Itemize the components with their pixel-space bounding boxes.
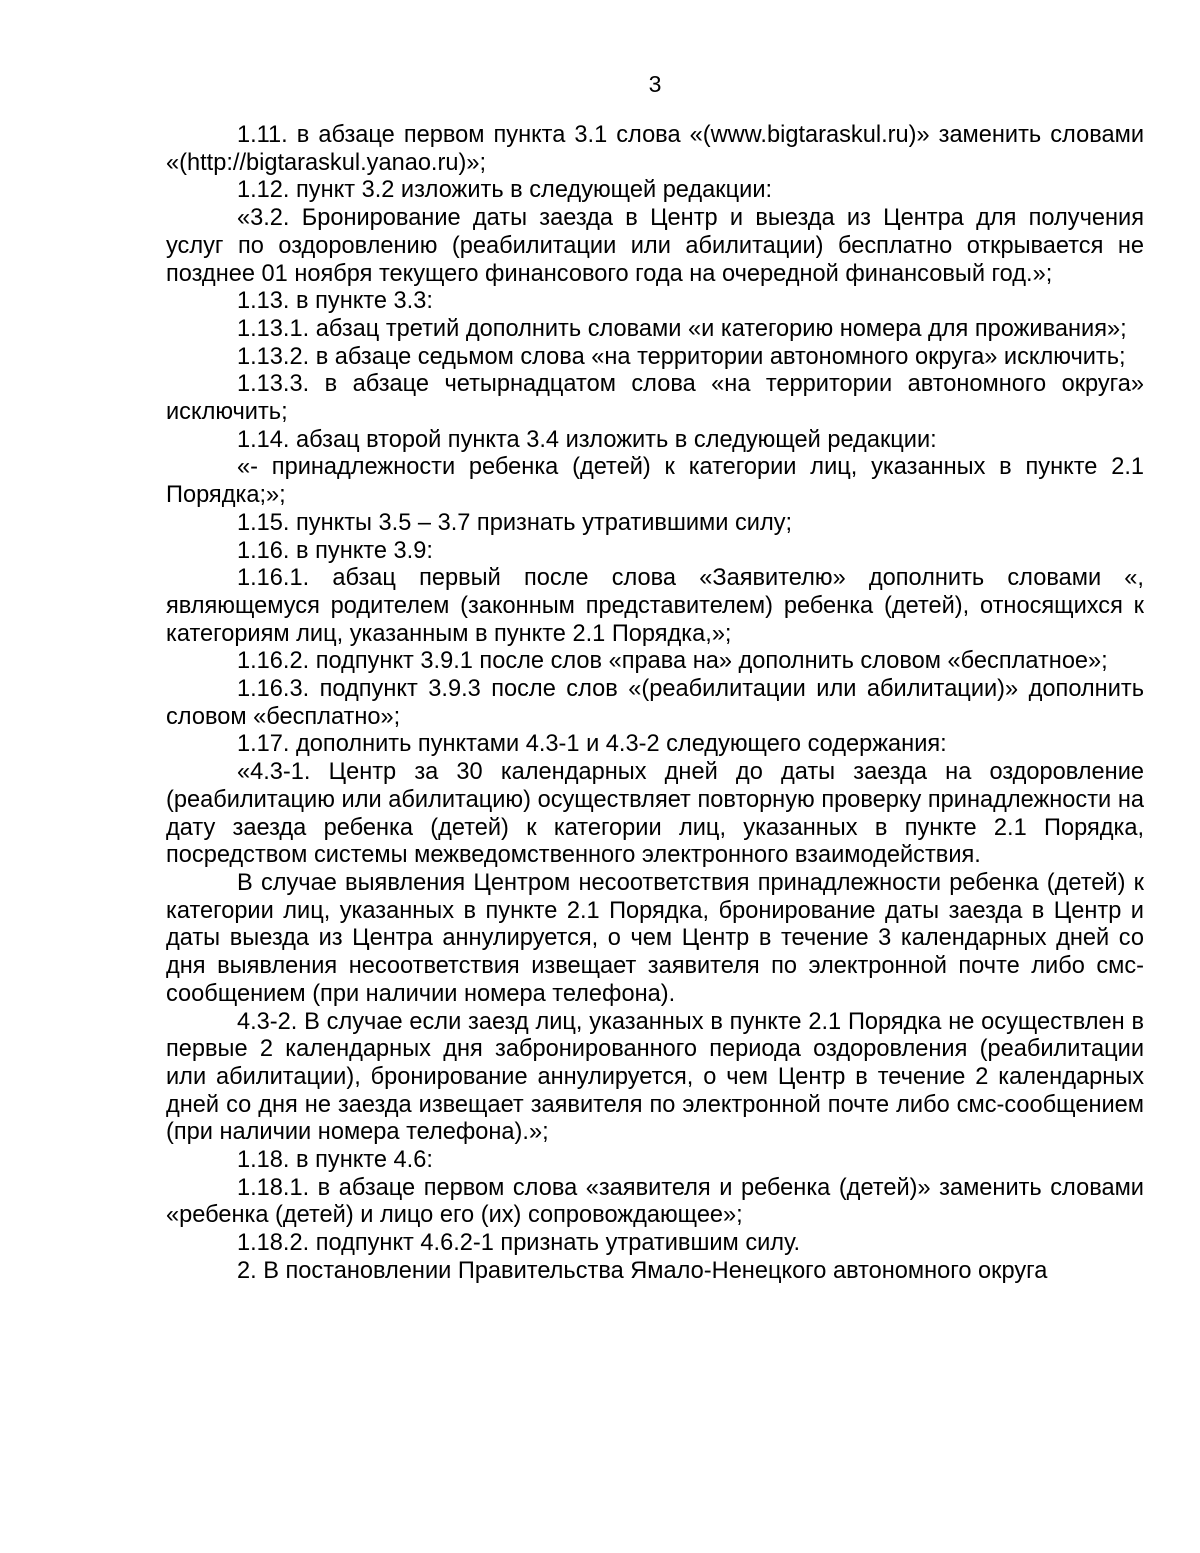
paragraph-4-3-1-continued: В случае выявления Центром несоответствия принадлежности ребенка (детей) к категории лиц, указанных в пункте 2.1 Порядка, бронирование даты заезда в Центр и даты выезда из Центра аннулируется, о чем Центр в течение 3 календарных дней со дня выявления несоответствия извещает заявителя по электронной почте либо смс-сообщением (при наличии номера телефона).	[166, 869, 1144, 1007]
document-body	[166, 122, 1144, 1286]
paragraph-1-13-3: 1.13.3. в абзаце четырнадцатом слова «на территории автономного округа» исключить;	[166, 371, 1144, 426]
paragraph-4-3-2: 4.3-2. В случае если заезд лиц, указанных в пункте 2.1 Порядка не осуществлен в первые 2 календарных дня забронированного периода оздоровления (реабилитации или абилитации), бронирование аннулируется, о чем Центр в течение 2 календарных дней со дня не заезда извещает заявителя по электронной почте либо смс-сообщением (при наличии номера телефона).»;	[166, 1008, 1144, 1146]
paragraph-1-16-3: 1.16.3. подпункт 3.9.3 после слов «(реабилитации или абилитации)» дополнить словом «бесплатно»;	[166, 676, 1144, 730]
paragraph-4-3-1-quote: «4.3-1. Центр за 30 календарных дней до даты заезда на оздоровление (реабилитацию или абилитацию) осуществляет повторную проверку принадлежности на дату заезда ребенка (детей) к категории лиц, указанных в пункте 2.1 Порядка, посредством системы межведомственного электронного взаимодействия.	[166, 759, 1144, 869]
paragraph-1-16: 1.16. в пункте 3.9:	[237, 537, 433, 564]
paragraph-1-18-1: 1.18.1. в абзаце первом слова «заявителя и ребенка (детей)» заменить словами «ребенка (детей) и лицо его (их) сопровождающее»;	[166, 1174, 1144, 1229]
paragraph-1-12: 1.12. пункт 3.2 изложить в следующей редакции:	[237, 177, 773, 204]
paragraph-1-13-2: 1.13.2. в абзаце седьмом слова «на территории автономного округа» исключить;	[237, 343, 1126, 370]
paragraph-3-4-quote: «- принадлежности ребенка (детей) к категории лиц, указанных в пункте 2.1 Порядка;»;	[166, 454, 1144, 509]
paragraph-1-16-2: 1.16.2. подпункт 3.9.1 после слов «права на» дополнить словом «бесплатное»;	[237, 648, 1108, 675]
paragraph-1-13: 1.13. в пункте 3.3:	[237, 288, 433, 315]
paragraph-2: 2. В постановлении Правительства Ямало-Ненецкого автономного округа	[237, 1257, 1048, 1284]
paragraph-1-18: 1.18. в пункте 4.6:	[237, 1147, 433, 1174]
paragraph-1-14: 1.14. абзац второй пункта 3.4 изложить в следующей редакции:	[237, 426, 937, 453]
paragraph-3-2-quote: «3.2. Бронирование даты заезда в Центр и выезда из Центра для получения услуг по оздоровлению (реабилитации или абилитации) бесплатно открывается не позднее 01 ноября текущего финансового года на очередной финансовый год.»;	[166, 205, 1144, 287]
paragraph-1-15: 1.15. пункты 3.5 – 3.7 признать утратившими силу;	[237, 509, 793, 536]
paragraph-1-18-2: 1.18.2. подпункт 4.6.2-1 признать утратившим силу.	[237, 1230, 801, 1257]
paragraph-1-13-1: 1.13.1. абзац третий дополнить словами «и категорию номера для проживания»;	[237, 315, 1127, 342]
page-number: 3	[648, 71, 662, 97]
paragraph-1-11: 1.11. в абзаце первом пункта 3.1 слова «(www.bigtaraskul.ru)» заменить словами «(http://bigtaraskul.yanao.ru)»;	[166, 122, 1144, 176]
paragraph-1-16-1: 1.16.1. абзац первый после слова «Заявителю» дополнить словами «, являющемуся родителем (законным представителем) ребенка (детей), относящихся к категориям лиц, указанным в пункте 2.1 Порядка,»;	[166, 565, 1144, 647]
paragraph-1-17: 1.17. дополнить пунктами 4.3-1 и 4.3-2 следующего содержания:	[237, 731, 947, 758]
